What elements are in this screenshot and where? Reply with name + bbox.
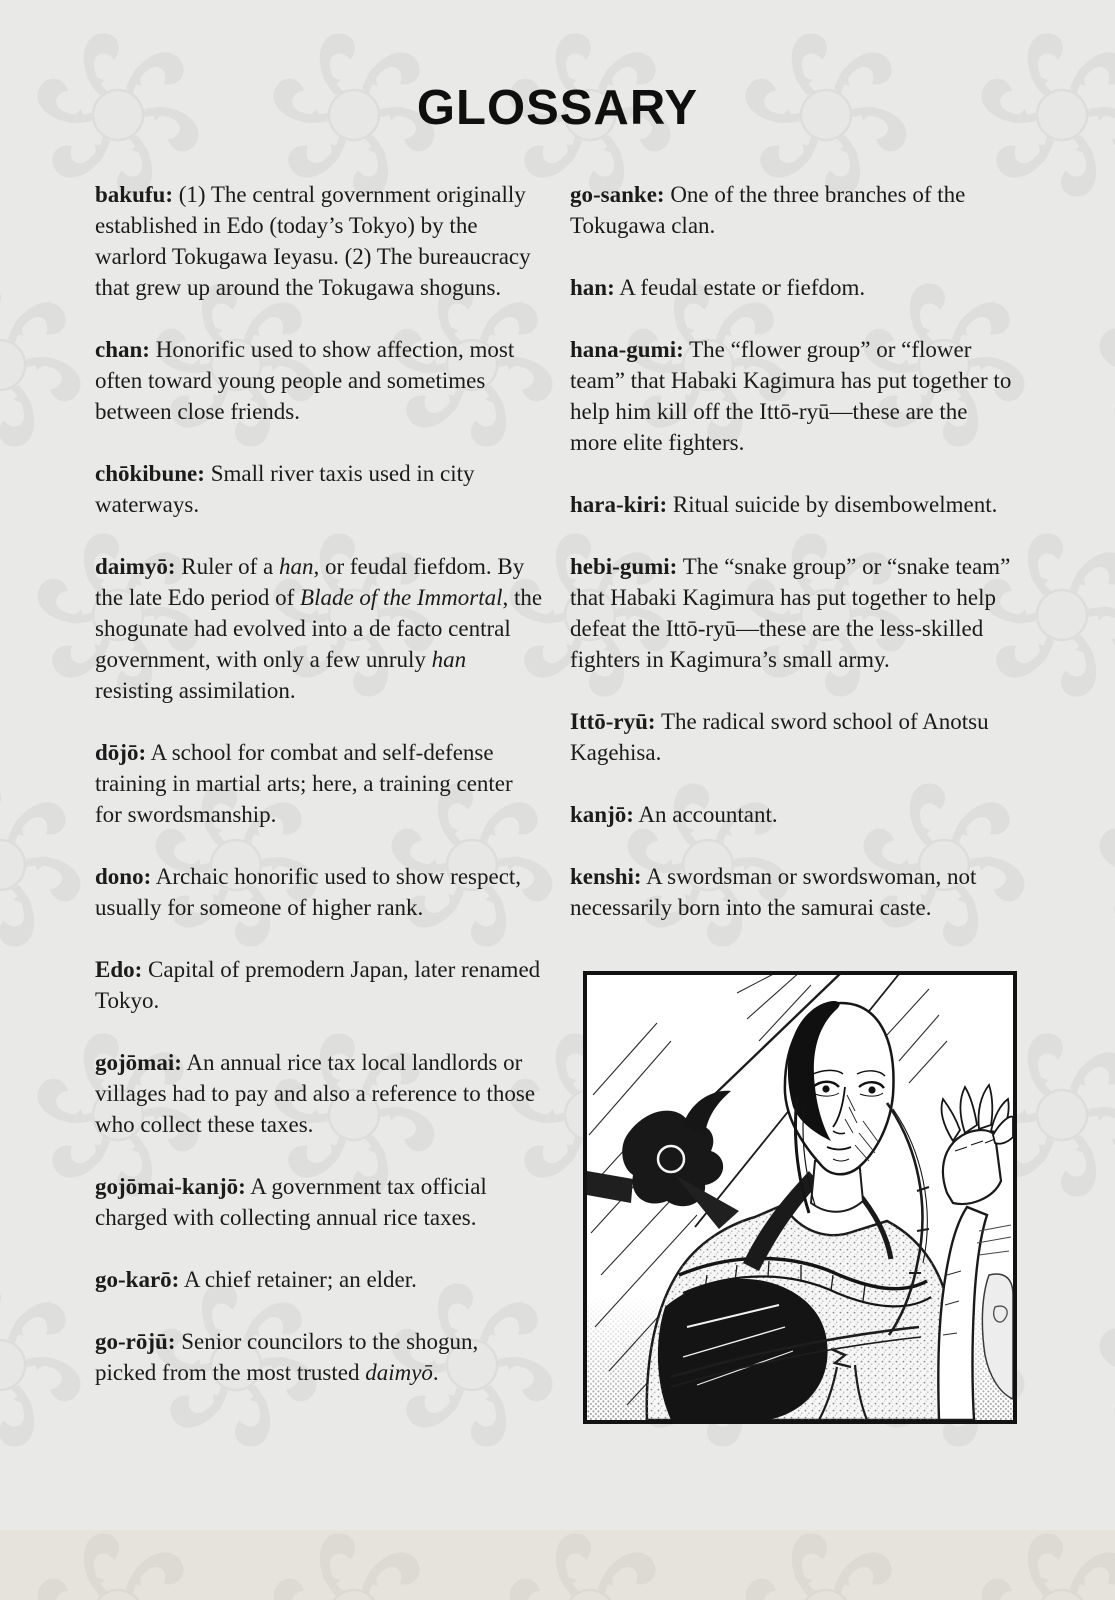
definition-text: The “flower group” or “flower team” that Habaki Kagimura has put together to help him kill off the Ittō-ryū—these are the more elite fighters. (570, 337, 1012, 455)
glossary-term: dono: (95, 864, 152, 889)
glossary-term: daimyō: (95, 554, 176, 579)
glossary-term: hebi-gumi: (570, 554, 678, 579)
glossary-entry (570, 861, 1018, 923)
glossary-entry (95, 1264, 543, 1295)
glossary-entry (570, 179, 1018, 241)
glossary-term: Edo: (95, 957, 143, 982)
definition-italic-text: Blade of the Immortal (300, 585, 503, 610)
glossary-entry (570, 706, 1018, 768)
glossary-entry (95, 1326, 543, 1388)
glossary-columns (95, 179, 1018, 1424)
glossary-term: go-sanke: (570, 182, 665, 207)
definition-italic-text: han (278, 554, 314, 579)
definition-text: , the shogunate had evolved into a de facto central government, with only a few unruly (95, 585, 543, 672)
definition-text: A government tax official charged with collecting annual rice taxes. (95, 1174, 487, 1230)
glossary-entry (95, 334, 543, 427)
glossary-term: dōjō: (95, 740, 147, 765)
definition-text: Ruler of a (181, 554, 279, 579)
glossary-entries-left (95, 179, 543, 1388)
glossary-entry (95, 458, 543, 520)
definition-text: (1) The central government originally established in Edo (today’s Tokyo) by the warlord Tokugawa Ieyasu. (2) The bureaucracy that grew up around the Tokugawa shoguns. (95, 182, 531, 300)
definition-text: Capital of premodern Japan, later renamed Tokyo. (95, 957, 541, 1013)
glossary-term: kanjō: (570, 802, 634, 827)
definition-text: An accountant. (638, 802, 778, 827)
glossary-term: Ittō-ryū: (570, 709, 656, 734)
glossary-column-right (570, 179, 1018, 1424)
glossary-entry (570, 272, 1018, 303)
definition-text: A feudal estate or fiefdom. (619, 275, 866, 300)
glossary-entries-right (570, 179, 1018, 923)
glossary-entry (95, 179, 543, 303)
definition-text: . (432, 1360, 439, 1385)
definition-text: The “snake group” or “snake team” that Habaki Kagimura has put together to help defeat the Ittō-ryū—these are the less-skilled fighters in Kagimura’s small army. (570, 554, 1011, 672)
glossary-entry (95, 1047, 543, 1140)
definition-text: , or feudal fiefdom. By the late Edo period of (95, 554, 525, 610)
definition-text: A chief retainer; an elder. (183, 1267, 417, 1292)
glossary-entry (570, 551, 1018, 675)
glossary-entry (95, 861, 543, 923)
definition-text: The radical sword school of Anotsu Kagehisa. (570, 709, 989, 765)
glossary-term: go-karō: (95, 1267, 180, 1292)
glossary-term: chan: (95, 337, 150, 362)
definition-text: Ritual suicide by disembowelment. (672, 492, 998, 517)
glossary-term: gojōmai-kanjō: (95, 1174, 246, 1199)
glossary-entry (95, 954, 543, 1016)
definition-text: Small river taxis used in city waterways. (95, 461, 475, 517)
definition-italic-text: daimyō (365, 1360, 433, 1385)
glossary-term: hara-kiri: (570, 492, 668, 517)
glossary-entry (95, 1171, 543, 1233)
glossary-entry (570, 799, 1018, 830)
definition-text: One of the three branches of the Tokugawa clan. (570, 182, 966, 238)
definition-text: A swordsman or swordswoman, not necessarily born into the samurai caste. (570, 864, 977, 920)
glossary-entry (570, 489, 1018, 520)
glossary-term: bakufu: (95, 182, 173, 207)
manga-panel-drawing (587, 975, 1013, 1420)
definition-text: A school for combat and self-defense training in martial arts; here, a training center for swordsmanship. (95, 740, 513, 827)
glossary-term: gojōmai: (95, 1050, 182, 1075)
glossary-column-left (95, 179, 543, 1424)
glossary-entry (95, 737, 543, 830)
definition-text: Senior councilors to the shogun, picked from the most trusted (95, 1329, 479, 1385)
definition-text: Archaic honorific used to show respect, usually for someone of higher rank. (95, 864, 522, 920)
glossary-term: chōkibune: (95, 461, 205, 486)
glossary-term: go-rōjū: (95, 1329, 176, 1354)
glossary-entry (95, 551, 543, 706)
definition-text: Honorific used to show affection, most often toward young people and sometimes between close friends. (95, 337, 515, 424)
glossary-term: han: (570, 275, 615, 300)
definition-text: An annual rice tax local landlords or villages had to pay and also a reference to those who collect these taxes. (95, 1050, 536, 1137)
manga-panel-illustration (583, 971, 1017, 1424)
glossary-term: hana-gumi: (570, 337, 684, 362)
definition-italic-text: han (431, 647, 467, 672)
glossary-entry (570, 334, 1018, 458)
page-title: GLOSSARY (416, 81, 699, 135)
definition-text: resisting assimilation. (95, 678, 296, 703)
glossary-term: kenshi: (570, 864, 642, 889)
